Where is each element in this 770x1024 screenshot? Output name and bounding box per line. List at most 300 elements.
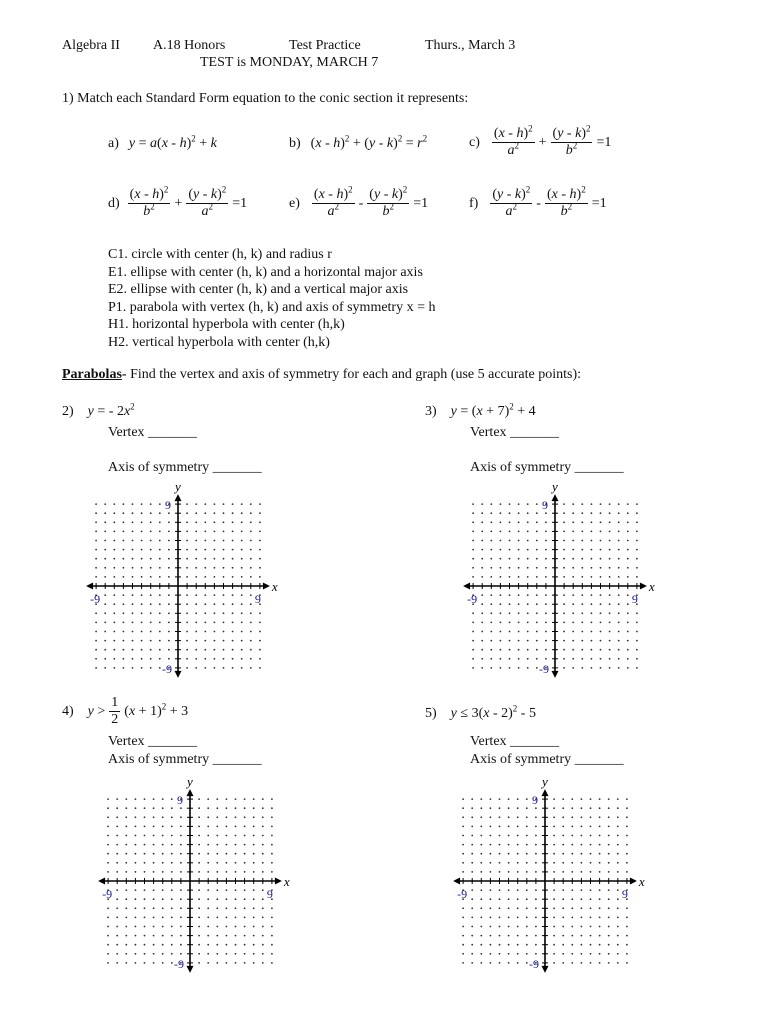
- grid-dot: [216, 816, 218, 818]
- grid-dot: [214, 503, 216, 505]
- grid-dot: [253, 844, 255, 846]
- grid-dot: [241, 531, 243, 533]
- grid-dot: [462, 853, 464, 855]
- grid-dot: [132, 512, 134, 514]
- grid-dot: [481, 567, 483, 569]
- grid-dot: [223, 640, 225, 642]
- x-arrow-right: [640, 583, 647, 590]
- grid-dot: [186, 631, 188, 633]
- grid-dot: [536, 531, 538, 533]
- grid-dot: [480, 816, 482, 818]
- grid-dot: [527, 594, 529, 596]
- grid-dot: [617, 917, 619, 919]
- grid-dot: [235, 844, 237, 846]
- grid-dot: [571, 835, 573, 837]
- grid-dot: [618, 567, 620, 569]
- grid-dot: [627, 512, 629, 514]
- grid-dot: [207, 871, 209, 873]
- grid-dot: [609, 594, 611, 596]
- conic-p1: P1. parabola with vertex (h, k) and axis of symmetry x = h: [108, 299, 436, 315]
- grid-dot: [204, 521, 206, 523]
- grid-dot: [590, 853, 592, 855]
- grid-dot: [262, 889, 264, 891]
- grid-dot: [545, 549, 547, 551]
- grid-dot: [104, 631, 106, 633]
- grid-dot: [471, 953, 473, 955]
- coordinate-grid-3[interactable]: [462, 478, 662, 685]
- grid-dot: [271, 835, 273, 837]
- grid-dot: [226, 826, 228, 828]
- grid-dot: [116, 826, 118, 828]
- grid-dot: [271, 926, 273, 928]
- grid-dot: [262, 844, 264, 846]
- grid-dot: [500, 540, 502, 542]
- grid-dot: [563, 521, 565, 523]
- grid-dot: [207, 907, 209, 909]
- grid-dot: [113, 540, 115, 542]
- grid-dot: [144, 816, 146, 818]
- grid-dot: [627, 558, 629, 560]
- grid-dot: [499, 798, 501, 800]
- grid-dot: [113, 558, 115, 560]
- grid-dot: [271, 826, 273, 828]
- grid-dot: [195, 612, 197, 614]
- grid-dot: [125, 898, 127, 900]
- grid-dot: [471, 935, 473, 937]
- grid-dot: [536, 631, 538, 633]
- conic-c1: C1. circle with center (h, k) and radius r: [108, 247, 332, 262]
- y-arrow-down: [175, 671, 182, 678]
- grid-dot: [107, 844, 109, 846]
- grid-dot: [113, 594, 115, 596]
- grid-dot: [113, 549, 115, 551]
- grid-dot: [198, 898, 200, 900]
- grid-dot: [617, 889, 619, 891]
- grid-dot: [141, 631, 143, 633]
- grid-dot: [608, 953, 610, 955]
- grid-dot: [572, 503, 574, 505]
- grid-dot: [168, 521, 170, 523]
- grid-dot: [509, 512, 511, 514]
- grid-dot: [509, 503, 511, 505]
- grid-dot: [500, 576, 502, 578]
- grid-dot: [627, 649, 629, 651]
- grid-dot: [599, 944, 601, 946]
- grid-dot: [132, 567, 134, 569]
- conic-e2: E2. ellipse with center (h, k) and a vertical major axis: [108, 282, 409, 297]
- grid-dot: [490, 889, 492, 891]
- grid-dot: [104, 622, 106, 624]
- grid-dot: [591, 503, 593, 505]
- grid-dot: [608, 935, 610, 937]
- grid-dot: [104, 594, 106, 596]
- grid-dot: [204, 622, 206, 624]
- grid-dot: [600, 521, 602, 523]
- grid-dot: [571, 798, 573, 800]
- grid-dot: [518, 549, 520, 551]
- grid-dot: [571, 826, 573, 828]
- grid-dot: [135, 862, 137, 864]
- coordinate-grid-5[interactable]: [452, 773, 652, 980]
- grid-dot: [214, 567, 216, 569]
- grid-dot: [600, 658, 602, 660]
- grid-dot: [581, 576, 583, 578]
- grid-dot: [104, 649, 106, 651]
- grid-dot: [536, 594, 538, 596]
- grid-dot: [141, 612, 143, 614]
- grid-dot: [214, 658, 216, 660]
- grid-dot: [186, 649, 188, 651]
- grid-dot: [590, 907, 592, 909]
- grid-dot: [262, 835, 264, 837]
- grid-dot: [481, 549, 483, 551]
- problem-2-vertex: Vertex _______: [108, 425, 198, 440]
- grid-dot: [462, 917, 464, 919]
- grid-dot: [259, 649, 261, 651]
- grid-dot: [195, 667, 197, 669]
- equation-e-label: e): [289, 195, 300, 211]
- grid-dot: [471, 944, 473, 946]
- grid-dot: [204, 558, 206, 560]
- grid-dot: [113, 576, 115, 578]
- grid-dot: [207, 926, 209, 928]
- parabolas-instructions: [62, 367, 581, 383]
- grid-dot: [600, 603, 602, 605]
- grid-dot: [107, 816, 109, 818]
- grid-dot: [259, 549, 261, 551]
- axes: [90, 498, 266, 674]
- grid-dot: [526, 944, 528, 946]
- grid-dot: [618, 549, 620, 551]
- grid-dot: [518, 649, 520, 651]
- problem-3-axis: Axis of symmetry _______: [470, 460, 624, 475]
- grid-dot: [472, 612, 474, 614]
- grid-dot: [545, 658, 547, 660]
- grid-dot: [626, 807, 628, 809]
- grid-dot: [259, 567, 261, 569]
- grid-dot: [618, 540, 620, 542]
- grid-dot: [617, 898, 619, 900]
- grid-dot: [162, 807, 164, 809]
- grid-dot: [198, 798, 200, 800]
- grid-dot: [490, 826, 492, 828]
- grid-dot: [262, 816, 264, 818]
- grid-dot: [153, 844, 155, 846]
- grid-dot: [608, 816, 610, 818]
- grid-dot: [214, 603, 216, 605]
- grid-dot: [526, 826, 528, 828]
- grid-dot: [198, 816, 200, 818]
- grid-dot: [472, 512, 474, 514]
- grid-dot: [536, 558, 538, 560]
- grid-dot: [153, 944, 155, 946]
- grid-dot: [123, 649, 125, 651]
- grid-dot: [563, 540, 565, 542]
- grid-dot: [104, 521, 106, 523]
- grid-dot: [608, 826, 610, 828]
- grid-dot: [499, 926, 501, 928]
- grid-dot: [462, 935, 464, 937]
- grid-dot: [608, 853, 610, 855]
- grid-dot: [500, 658, 502, 660]
- grid-dot: [123, 540, 125, 542]
- grid-dot: [271, 935, 273, 937]
- grid-dot: [518, 503, 520, 505]
- grid-dot: [553, 807, 555, 809]
- grid-dot: [618, 594, 620, 596]
- problem-4-vertex: Vertex _______: [108, 734, 198, 749]
- grid-dot: [600, 540, 602, 542]
- grid-dot: [562, 816, 564, 818]
- grid-dot: [609, 649, 611, 651]
- grid-dot: [500, 631, 502, 633]
- grid-dot: [572, 622, 574, 624]
- grid-dot: [113, 512, 115, 514]
- grid-dot: [571, 907, 573, 909]
- grid-dot: [135, 835, 137, 837]
- grid-dot: [490, 649, 492, 651]
- grid-dot: [141, 567, 143, 569]
- grid-dot: [472, 640, 474, 642]
- conic-h1: H1. horizontal hyperbola with center (h,k): [108, 317, 345, 332]
- grid-dot: [123, 549, 125, 551]
- grid-dot: [535, 926, 537, 928]
- grid-dot: [153, 826, 155, 828]
- grid-dot: [481, 576, 483, 578]
- grid-dot: [195, 567, 197, 569]
- grid-dot: [223, 631, 225, 633]
- grid-dot: [626, 926, 628, 928]
- grid-dot: [180, 835, 182, 837]
- grid-dot: [626, 816, 628, 818]
- x-axis-label: x: [638, 874, 645, 889]
- grid-dot: [125, 953, 127, 955]
- grid-dot: [591, 521, 593, 523]
- grid-dot: [581, 853, 583, 855]
- grid-dot: [599, 844, 601, 846]
- grid-dot: [150, 649, 152, 651]
- grid-dot: [135, 917, 137, 919]
- grid-dot: [591, 631, 593, 633]
- grid-dot: [572, 640, 574, 642]
- equation-d-label: d): [108, 195, 120, 211]
- grid-dot: [104, 640, 106, 642]
- grid-dot: [508, 871, 510, 873]
- grid-dot: [562, 826, 564, 828]
- grid-dot: [509, 576, 511, 578]
- grid-dot: [207, 844, 209, 846]
- grid-dot: [250, 667, 252, 669]
- grid-dot: [509, 540, 511, 542]
- grid-dot: [144, 844, 146, 846]
- grid-dot: [518, 558, 520, 560]
- grid-dot: [198, 807, 200, 809]
- grid-dot: [509, 603, 511, 605]
- grid-dot: [590, 807, 592, 809]
- grid-dot: [490, 640, 492, 642]
- grid-dot: [171, 826, 173, 828]
- grid-dot: [123, 667, 125, 669]
- grid-dot: [123, 567, 125, 569]
- grid-dot: [508, 926, 510, 928]
- grid-dot: [563, 567, 565, 569]
- y-max-label: 9: [177, 793, 183, 808]
- grid-dot: [471, 853, 473, 855]
- grid-dot: [499, 907, 501, 909]
- grid-dot: [250, 576, 252, 578]
- grid-dot: [600, 503, 602, 505]
- grid-dot: [472, 649, 474, 651]
- grid-dot: [198, 917, 200, 919]
- grid-dot: [571, 953, 573, 955]
- grid-dot: [116, 944, 118, 946]
- grid-dot: [599, 898, 601, 900]
- grid-dot: [627, 640, 629, 642]
- grid-dot: [500, 567, 502, 569]
- grid-dot: [171, 962, 173, 964]
- grid-dot: [144, 853, 146, 855]
- grid-dot: [153, 862, 155, 864]
- grid-dot: [581, 889, 583, 891]
- grid-dot: [553, 889, 555, 891]
- grid-dot: [141, 531, 143, 533]
- axes: [102, 793, 278, 969]
- grid-dot: [113, 567, 115, 569]
- x-max-label: 9: [266, 887, 273, 901]
- grid-dot: [626, 944, 628, 946]
- grid-dot: [581, 531, 583, 533]
- grid-dot: [168, 594, 170, 596]
- grid-dot: [125, 889, 127, 891]
- grid-dot: [150, 531, 152, 533]
- grid-dot: [241, 631, 243, 633]
- grid-dot: [198, 853, 200, 855]
- problem-3-number: 3): [425, 404, 437, 419]
- grid-dot: [609, 521, 611, 523]
- grid-dot: [216, 853, 218, 855]
- grid-dot: [223, 622, 225, 624]
- grid-dot: [535, 898, 537, 900]
- grid-dot: [499, 944, 501, 946]
- grid-dot: [195, 576, 197, 578]
- grid-dot: [590, 898, 592, 900]
- grid-dot: [617, 844, 619, 846]
- x-axis-label: x: [283, 874, 290, 889]
- conic-e1: E1. ellipse with center (h, k) and a horizontal major axis: [108, 264, 423, 280]
- grid-dot: [500, 503, 502, 505]
- grid-dot: [600, 567, 602, 569]
- grid-dot: [198, 907, 200, 909]
- grid-dot: [599, 816, 601, 818]
- grid-dot: [480, 835, 482, 837]
- grid-dot: [141, 658, 143, 660]
- grid-dot: [527, 512, 529, 514]
- grid-dot: [536, 540, 538, 542]
- coordinate-grid-2[interactable]: [85, 478, 285, 685]
- grid-dot: [618, 640, 620, 642]
- grid-dot: [626, 844, 628, 846]
- grid-dot: [150, 512, 152, 514]
- grid-dot: [609, 612, 611, 614]
- grid-dot: [609, 603, 611, 605]
- grid-dot: [135, 944, 137, 946]
- grid-dot: [141, 503, 143, 505]
- grid-dot: [171, 844, 173, 846]
- grid-dot: [572, 567, 574, 569]
- grid-dot: [135, 935, 137, 937]
- grid-dot: [113, 503, 115, 505]
- grid-dot: [171, 917, 173, 919]
- y-max-label: 9: [542, 498, 548, 513]
- grid-dot: [141, 640, 143, 642]
- grid-dot: [113, 622, 115, 624]
- grid-dot: [527, 549, 529, 551]
- grid-dot: [186, 658, 188, 660]
- grid-dot: [132, 549, 134, 551]
- grid-dot: [509, 531, 511, 533]
- grid-dot: [168, 640, 170, 642]
- grid-dot: [235, 798, 237, 800]
- grid-dot: [618, 667, 620, 669]
- grid-dot: [553, 898, 555, 900]
- grid-dot: [150, 576, 152, 578]
- grid-dot: [153, 953, 155, 955]
- grid-dot: [490, 907, 492, 909]
- grid-dot: [150, 667, 152, 669]
- grid-dot: [216, 835, 218, 837]
- problem-5-axis: Axis of symmetry _______: [470, 752, 624, 767]
- grid-dot: [481, 512, 483, 514]
- grid-dot: [150, 612, 152, 614]
- grid-dot: [125, 917, 127, 919]
- grid-dot: [135, 889, 137, 891]
- grid-dot: [617, 816, 619, 818]
- grid-dot: [204, 594, 206, 596]
- grid-dot: [223, 594, 225, 596]
- grid-dot: [600, 512, 602, 514]
- grid-dot: [123, 631, 125, 633]
- grid-dot: [563, 612, 565, 614]
- grid-dot: [590, 844, 592, 846]
- grid-dot: [223, 558, 225, 560]
- grid-dot: [462, 962, 464, 964]
- coordinate-grid-4[interactable]: [97, 773, 297, 980]
- grid-dot: [244, 944, 246, 946]
- grid-dot: [107, 862, 109, 864]
- grid-dot: [581, 612, 583, 614]
- grid-dot: [250, 640, 252, 642]
- grid-dot: [490, 512, 492, 514]
- grid-dot: [517, 835, 519, 837]
- grid-dot: [232, 521, 234, 523]
- grid-dot: [508, 826, 510, 828]
- grid-dot: [113, 612, 115, 614]
- y-min-label: -9: [539, 661, 549, 676]
- grid-dot: [617, 835, 619, 837]
- grid-dot: [590, 826, 592, 828]
- grid-dot: [591, 567, 593, 569]
- grid-dot: [618, 531, 620, 533]
- grid-dot: [235, 816, 237, 818]
- grid-dot: [563, 658, 565, 660]
- grid-dot: [95, 558, 97, 560]
- grid-dot: [535, 826, 537, 828]
- grid-dot: [571, 898, 573, 900]
- grid-dot: [536, 521, 538, 523]
- grid-dot: [271, 798, 273, 800]
- grid-dot: [159, 540, 161, 542]
- grid-dot: [253, 907, 255, 909]
